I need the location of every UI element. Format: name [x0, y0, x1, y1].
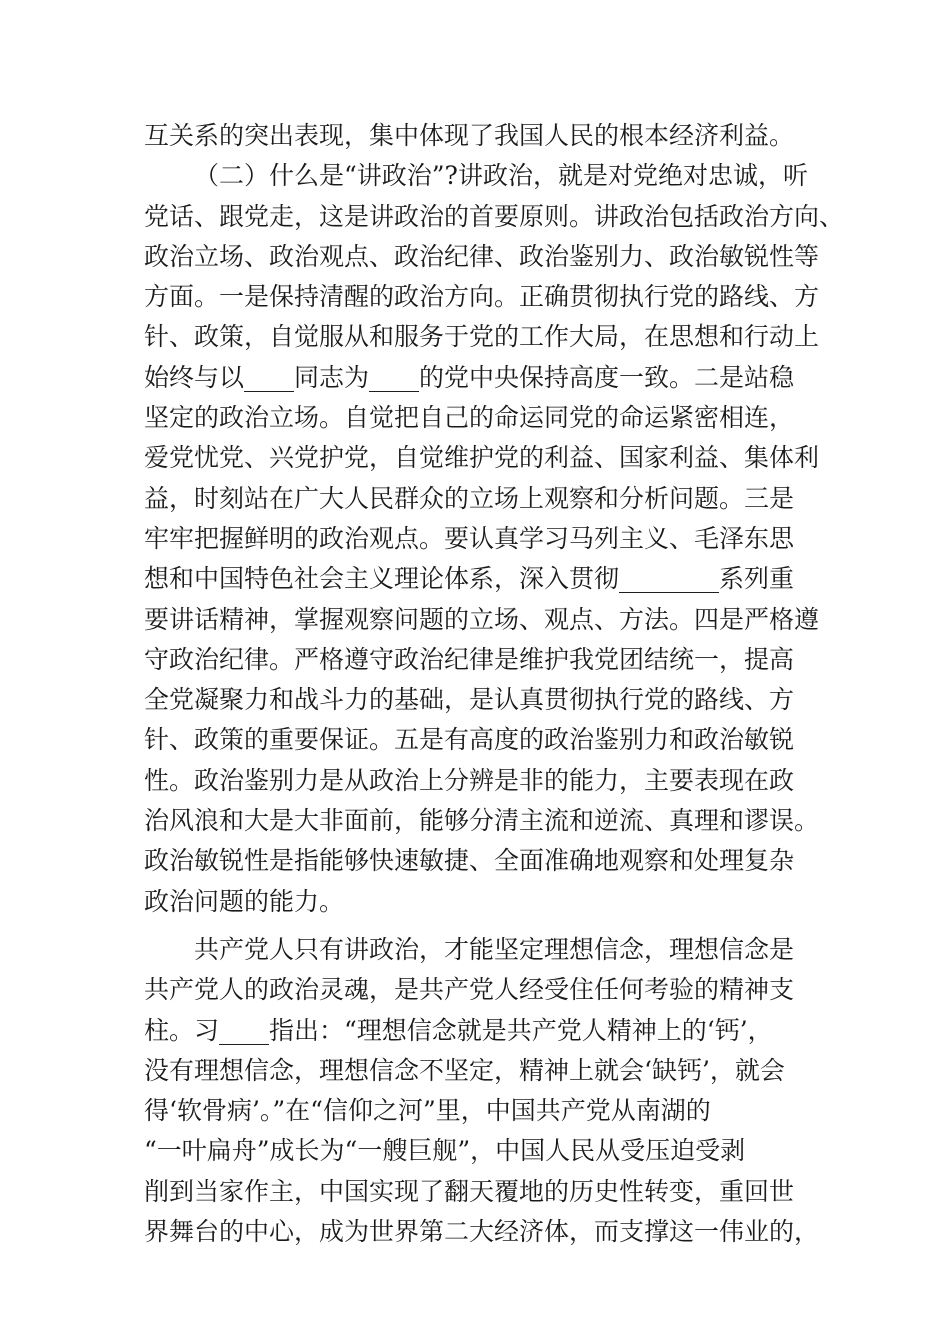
text-line: 政治敏锐性是指能够快速敏捷、全面准确地观察和处理复杂 — [144, 846, 795, 876]
text-line: 益，时刻站在广大人民群众的立场上观察和分析问题。三是 — [144, 483, 795, 513]
text-line: 共产党人的政治灵魂，是共产党人经受住任何考验的精神支 — [144, 975, 795, 1005]
text-line: 全党凝聚力和战斗力的基础，是认真贯彻执行党的路线、方 — [144, 685, 795, 715]
text-line: 性。政治鉴别力是从政治上分辨是非的能力，主要表现在政 — [144, 765, 795, 795]
text-line: 牢牢把握鲜明的政治观点。要认真学习马列主义、毛泽东思 — [144, 523, 795, 553]
text-line: 政治立场、政治观点、政治纪律、政治鉴别力、政治敏锐性等 — [144, 241, 820, 271]
text-line: 爱党忧党、兴党护党，自觉维护党的利益、国家利益、集体利 — [144, 443, 820, 473]
text-line: 界舞台的中心，成为世界第二大经济体，而支撑这一伟业的， — [144, 1217, 820, 1247]
text-line: 要讲话精神，掌握观察问题的立场、观点、方法。四是严格遵 — [144, 604, 820, 634]
document-body — [144, 116, 845, 1252]
text-line: “一叶扁舟”成长为“一艘巨舰”，中国人民从受压迫受剥 — [144, 1136, 746, 1166]
text-line: 政治问题的能力。 — [144, 886, 345, 916]
text-line: 方面。一是保持清醒的政治方向。正确贯彻执行党的路线、方 — [144, 282, 820, 312]
text-line: 针、政策，自觉服从和服务于党的工作大局，在思想和行动上 — [144, 322, 820, 352]
text-line: 治风浪和大是大非面前，能够分清主流和逆流、真理和谬误。 — [144, 806, 820, 836]
text-line: 没有理想信念，理想信念不坚定，精神上就会‘缺钙’，就会 — [144, 1055, 785, 1085]
text-line: 削到当家作主，中国实现了翻天覆地的历史性转变，重回世 — [144, 1176, 795, 1206]
text-line: 柱。习____指出：“理想信念就是共产党人精神上的‘钙’， — [144, 1015, 773, 1045]
text-line: 共产党人只有讲政治，才能坚定理想信念，理想信念是 — [194, 934, 795, 964]
text-line: 坚定的政治立场。自觉把自己的命运同党的命运紧密相连， — [144, 403, 795, 433]
paragraph-1 — [144, 116, 808, 156]
text-line: （二）什么是“讲政治”?讲政治，就是对党绝对忠诚，听 — [194, 161, 808, 191]
paragraph-2 — [144, 156, 845, 922]
text-line: 党话、跟党走，这是讲政治的首要原则。讲政治包括政治方向、 — [144, 201, 845, 231]
paragraph-3 — [144, 930, 820, 1252]
text-line: 针、政策的重要保证。五是有高度的政治鉴别力和政治敏锐 — [144, 725, 795, 755]
text-line: 始终与以____同志为____的党中央保持高度一致。二是站稳 — [144, 362, 795, 392]
paragraph-gap — [144, 922, 808, 930]
text-line: 守政治纪律。严格遵守政治纪律是维护我党团结统一，提高 — [144, 644, 795, 674]
text-line: 得‘软骨病’。”在“信仰之河”里，中国共产党从南湖的 — [144, 1096, 711, 1126]
text-line: 想和中国特色社会主义理论体系，深入贯彻________系列重 — [144, 564, 795, 594]
text-line: 互关系的突出表现，集中体现了我国人民的根本经济利益。 — [144, 121, 795, 150]
